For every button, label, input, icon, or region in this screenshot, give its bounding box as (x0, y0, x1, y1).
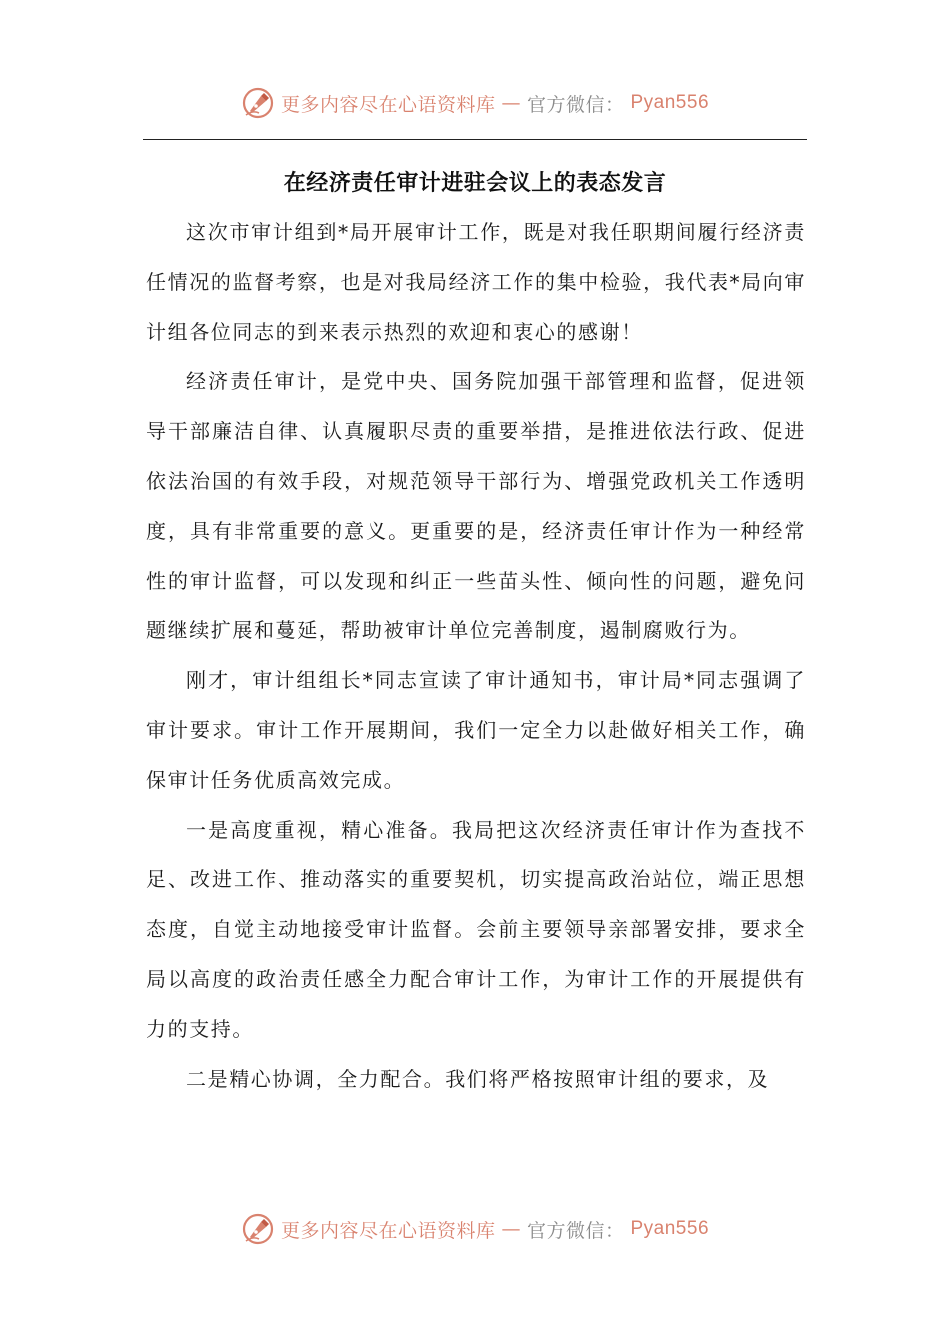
watermark-brand-text: 更多内容尽在心语资料库 (280, 1219, 496, 1242)
watermark-brand-text: 更多内容尽在心语资料库 (280, 93, 496, 116)
watermark-dash: — (501, 1218, 521, 1240)
header-divider (143, 139, 807, 140)
watermark-contact-label: 官方微信： (526, 93, 625, 116)
document-title: 在经济责任审计进驻会议上的表态发言 (283, 171, 667, 196)
body-paragraph-5: 二是精心协调，全力配合。我们将严格按照审计组的要求，及 (186, 1066, 770, 1091)
header-watermark (0, 86, 950, 120)
body-paragraph-1: 这次市审计组到*局开展审计工作，既是对我任职期间履行经济责任情况的监督考察，也是对我局经济工作的集中检验，我代表*局向审计组各位同志的到来表示热烈的欢迎和衷心的感谢！ (146, 220, 806, 344)
watermark-contact-id: Pyan556 (630, 92, 710, 113)
document-body (146, 208, 806, 1104)
pen-nib-logo-icon (241, 86, 275, 120)
body-paragraph-3: 刚才，审计组组长*同志宣读了审计通知书，审计局*同志强调了审计要求。审计工作开展期间，我们一定全力以赴做好相关工作，确保审计任务优质高效完成。 (146, 668, 806, 792)
footer-watermark (0, 1212, 950, 1246)
pen-nib-logo-icon (241, 1212, 275, 1246)
watermark-contact-label: 官方微信： (526, 1219, 625, 1242)
body-paragraph-4: 一是高度重视，精心准备。我局把这次经济责任审计作为查找不足、改进工作、推动落实的重要契机，切实提高政治站位，端正思想态度，自觉主动地接受审计监督。会前主要领导亲部署安排，要求全局以高度的政治责任感全力配合审计工作，为审计工作的开展提供有力的支持。 (146, 817, 806, 1041)
watermark-contact-id: Pyan556 (630, 1218, 710, 1239)
watermark-dash: — (501, 92, 521, 114)
body-paragraph-2: 经济责任审计，是党中央、国务院加强干部管理和监督，促进领导干部廉洁自律、认真履职尽责的重要举措，是推进依法行政、促进依法治国的有效手段，对规范领导干部行为、增强党政机关工作透明度，具有非常重要的意义。更重要的是，经济责任审计作为一种经常性的审计监督，可以发现和纠正一些苗头性、倾向性的问题，避免问题继续扩展和蔓延，帮助被审计单位完善制度，遏制腐败行为。 (146, 369, 806, 643)
